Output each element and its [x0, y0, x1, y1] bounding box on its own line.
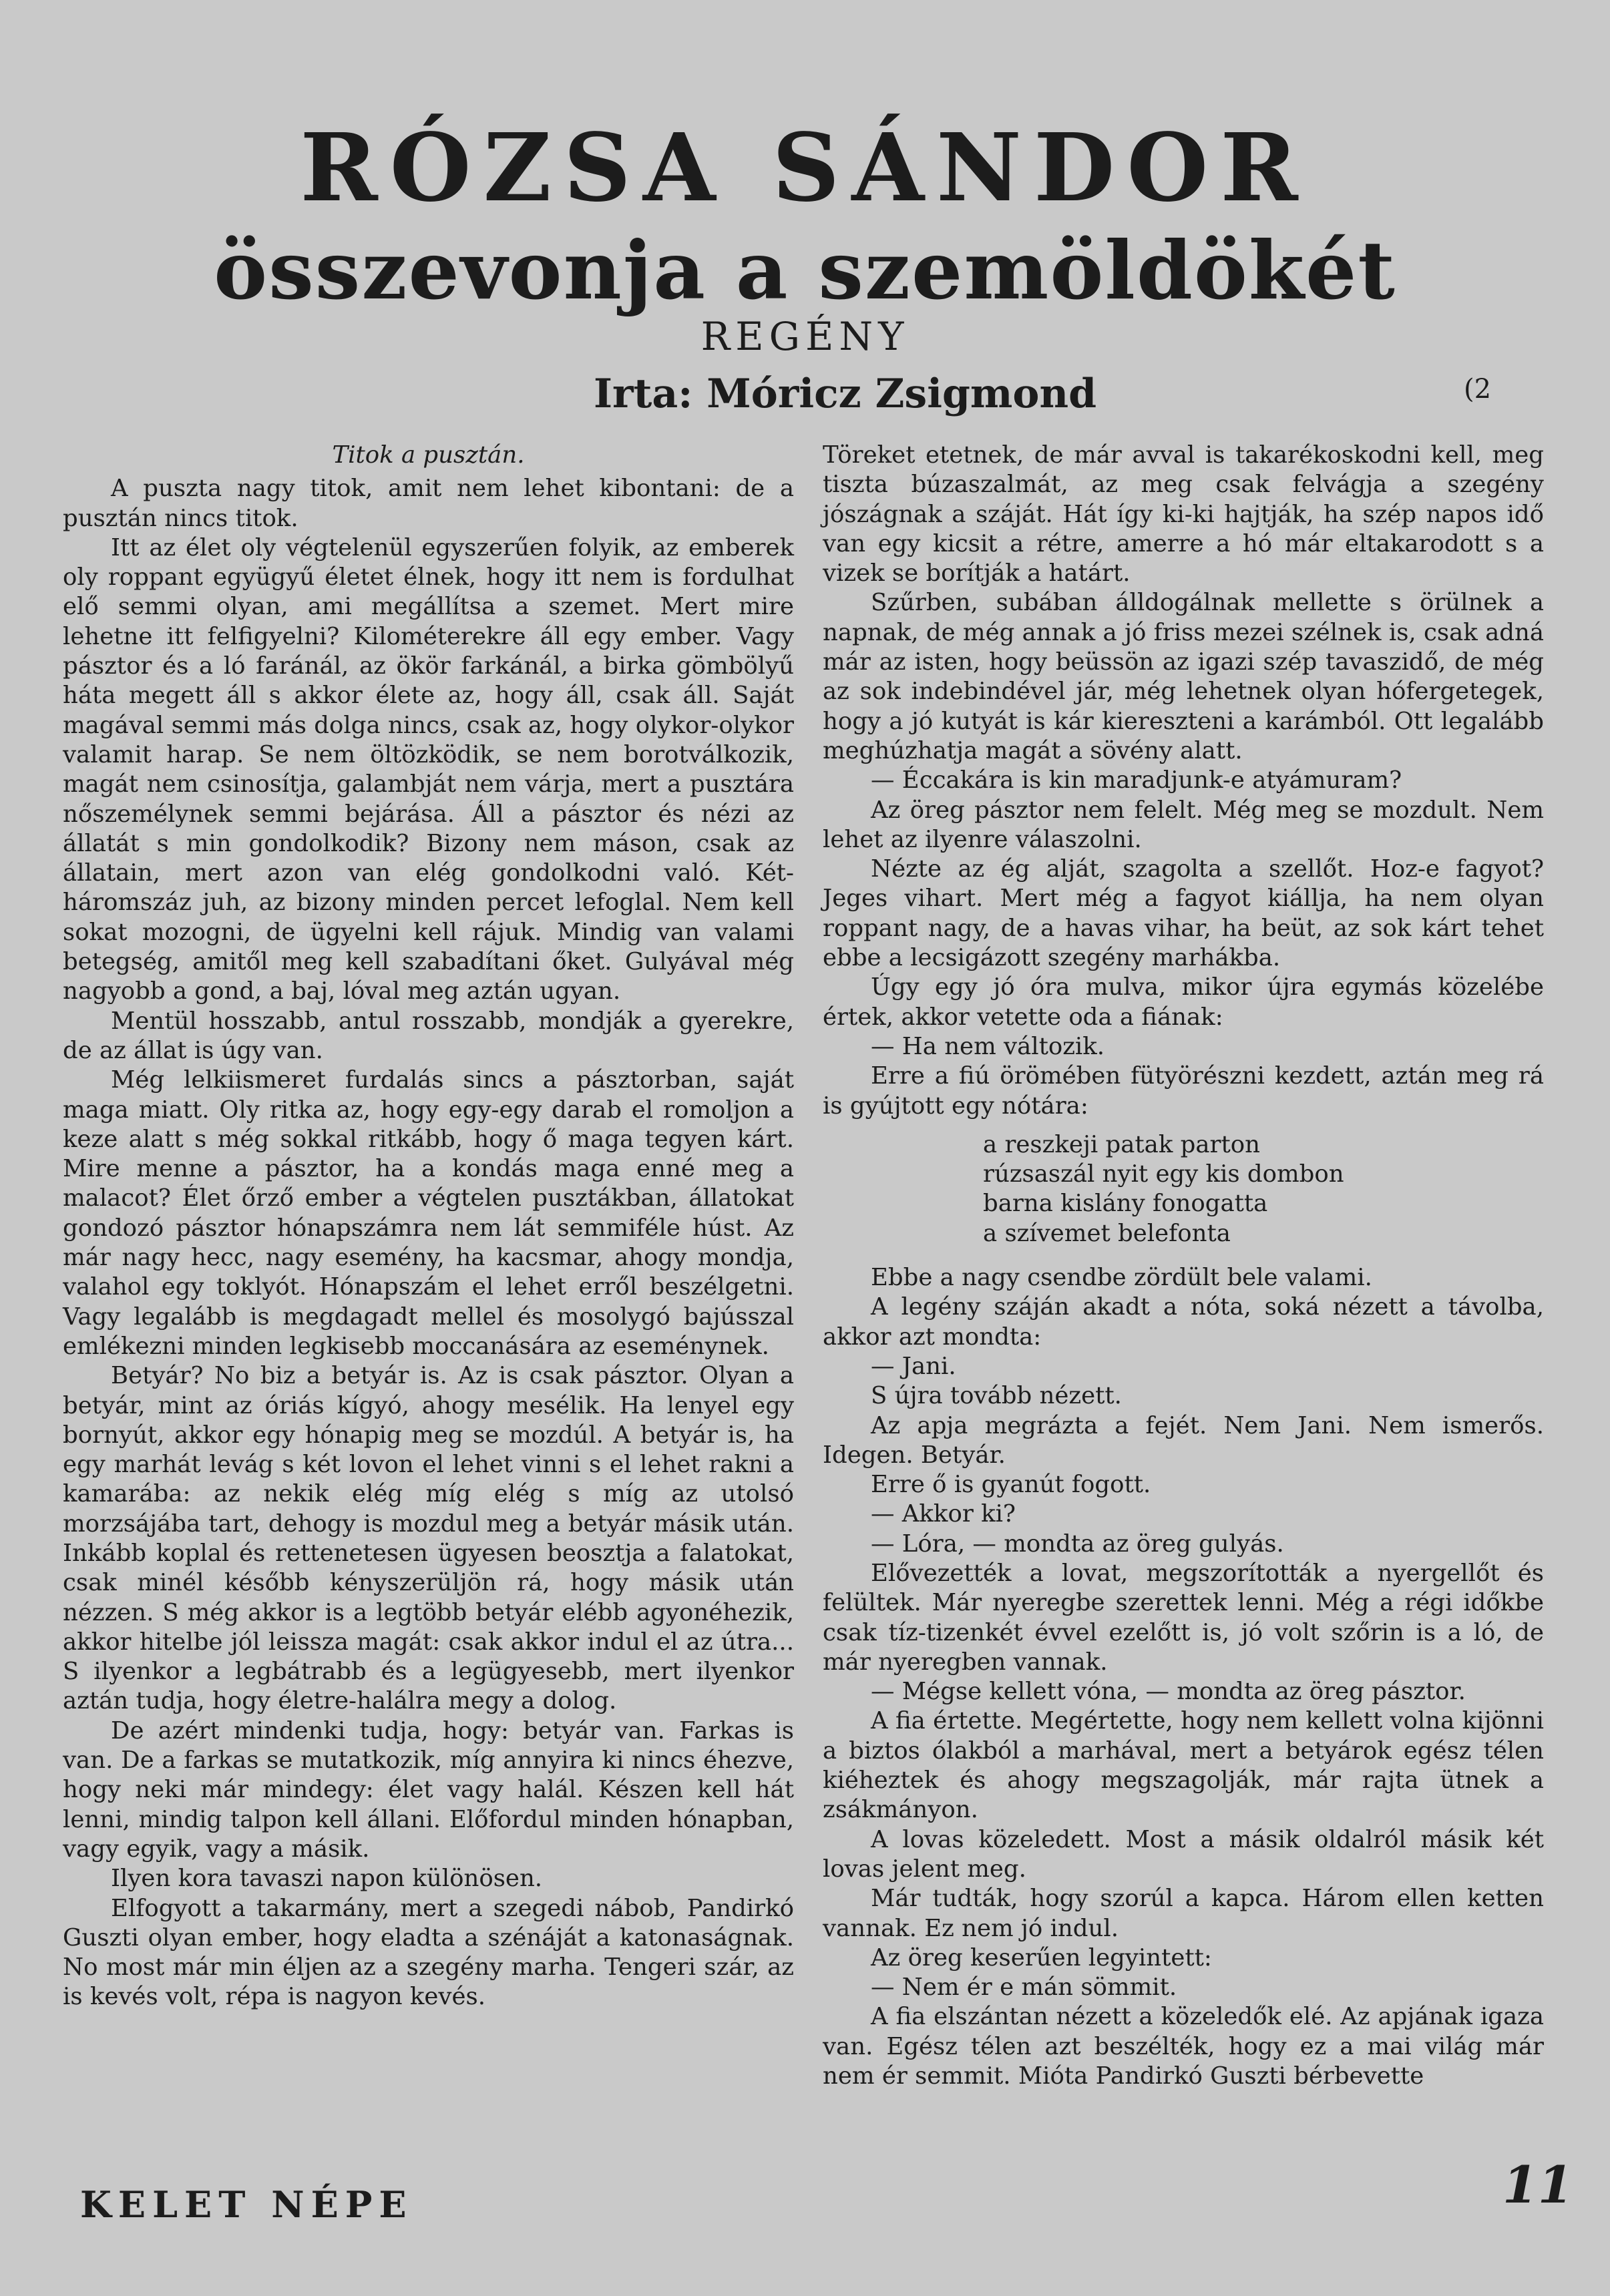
paragraph: S újra tovább nézett.: [871, 1382, 1122, 1410]
paragraph: Ebbe a nagy csendbe zördült bele valami.: [871, 1264, 1372, 1292]
genre-label: REGÉNY: [700, 314, 910, 359]
title-line-2: összevonja a szemöldökét: [214, 224, 1396, 318]
right-column: [823, 441, 1544, 2091]
dialogue-line: — Akkor ki?: [871, 1500, 1016, 1528]
publication-name: KELET NÉPE: [80, 2183, 413, 2226]
paragraph: A lovas közeledett. Most a másik oldalról másik két lovas jelent meg.: [823, 1825, 1544, 1883]
paragraph: Nézte az ég alját, szagolta a szellőt. Hoz-e fagyot? Jeges vihart. Mert még a fagyot kiállja, ha nem olyan roppant nagy, de a havas vihar, ha beüt, az sok kárt tehet ebbe a lecsigázott szegény marhákba.: [823, 855, 1544, 972]
dialogue-line: — Éccakára is kin maradjunk-e atyámuram?: [871, 766, 1402, 794]
left-column: [63, 441, 794, 2012]
paragraph: Az apja megrázta a fejét. Nem Jani. Nem ismerős. Idegen. Betyár.: [823, 1411, 1544, 1469]
dialogue-line: — Mégse kellett vóna, — mondta az öreg pásztor.: [871, 1678, 1466, 1706]
paragraph: Még lelkiismeret furdalás sincs a pásztorban, saját maga miatt. Oly ritka az, hogy egy-egy darab el romoljon a keze alatt s még sokkal ritkább, hogy ő maga tegyen kárt. Mire menne a pásztor, ha a kondás maga enné meg a malacot? Élet őrző ember a végtelen pusztákban, állatokat gondozó pásztor hónapszámra nem lát semmiféle húst. Az már nagy hecc, nagy esemény, ha kacsmar, ahogy mondja, valahol egy toklyót. Hónapszám el lehet erről beszélgetni. Vagy legalább is megdagadt mellel és mosolygó bajússzal emlékezni minden legkisebb moccanására az eseménynek.: [63, 1066, 794, 1360]
verse-line: rúzsaszál nyit egy kis dombon: [983, 1160, 1344, 1188]
paragraph: A legény száján akadt a nóta, soká nézett a távolba, akkor azt mondta:: [823, 1293, 1544, 1351]
paragraph: Ilyen kora tavaszi napon különösen.: [111, 1865, 543, 1893]
paragraph: Az öreg keserűen legyintett:: [871, 1943, 1212, 1972]
paragraph: Elővezették a lovat, megszorították a nyergellőt és felültek. Már nyeregbe szerettek lenni. Még a régi időkbe csak tíz-tizenkét évvel ezelőtt is, jó volt szőrin is a ló, de már nyeregben vannak.: [823, 1559, 1544, 1676]
installment-number: (2: [1464, 374, 1492, 405]
paragraph: De azért mindenki tudja, hogy: betyár van. Farkas is van. De a farkas se mutatkozik, míg annyira ki nincs éhezve, hogy neki már mindegy: élet vagy halál. Készen kell hát lenni, mindig talpon kell állani. Előfordul minden hónapban, vagy egyik, vagy a másik.: [63, 1716, 794, 1863]
paragraph: A puszta nagy titok, amit nem lehet kibontani: de a pusztán nincs titok.: [63, 475, 794, 532]
paragraph: Itt az élet oly végtelenül egyszerűen folyik, az emberek oly roppant együgyű életet élnek, hogy itt nem is fordulhat elő semmi olyan, ami megállítsa a szemet. Mert mire lehetne itt felfigyelni? Kilométerekre áll egy ember. Vagy pásztor és a ló faránál, az ökör farkánál, a birka gömbölyű háta megett áll s akkor élete az, hogy áll, csak áll. Saját magával semmi más dolga nincs, csak az, hogy olykor-olykor valamit harap. Se nem öltözködik, se nem borotválkozik, magát nem csinosítja, galambját nem várja, mert a pusztára nőszemélynek semmi bejárása. Áll a pásztor és nézi az állatát s min gondolkodik? Bizony nem máson, csak az állatain, mert azon van elég gondolkodni való. Két-háromszáz juh, az bizony minden percet lefoglal. Nem kell sokat mozogni, de ügyelni kell rájuk. Mindig van valami betegség, amitől meg kell szabadítani őket. Gulyával még nagyobb a gond, a baj, lóval meg aztán ugyan.: [63, 533, 794, 1005]
paragraph: A fia elszántan nézett a közeledők elé. Az apjának igaza van. Egész télen azt beszélték, hogy ez a mai világ már nem ér semmit. Mióta Pandirkó Guszti bérbevette: [823, 2003, 1544, 2090]
dialogue-line: — Jani.: [871, 1352, 956, 1380]
paragraph: Erre ő is gyanút fogott.: [871, 1471, 1151, 1499]
paragraph: Mentül hosszabb, antul rosszabb, mondják a gyerekre, de az állat is úgy van.: [63, 1007, 794, 1064]
song-verse: [983, 1130, 1544, 1248]
verse-line: barna kislány fonogatta: [983, 1190, 1268, 1218]
verse-line: a reszkeji patak parton: [983, 1130, 1260, 1158]
verse-line: a szívemet belefonta: [983, 1219, 1231, 1247]
paragraph: Szűrben, subában álldogálnak mellette s örülnek a napnak, de még annak a jó friss mezei szélnek is, csak adná már az isten, hogy beüssön az igazi szép tavaszidő, de még az sok indebindével jár, még lehetnek olyan hófergetegek, hogy a jó kutyát is kár kiereszteni a karámból. Ott legalább meghúzhatja magát a sövény alatt.: [823, 589, 1544, 764]
paragraph: Már tudták, hogy szorúl a kapca. Három ellen ketten vannak. Ez nem jó indul.: [823, 1885, 1544, 1942]
page-number: 11: [1502, 2155, 1573, 2215]
paragraph: Erre a fiú örömében fütyörészni kezdett, aztán meg rá is gyújtott egy nótára:: [823, 1062, 1544, 1120]
paragraph: Az öreg pásztor nem felelt. Még meg se mozdult. Nem lehet az ilyenre válaszolni.: [823, 796, 1544, 853]
paragraph: Úgy egy jó óra mulva, mikor újra egymás közelébe értek, akkor vetette oda a fiának:: [823, 973, 1544, 1031]
paragraph: A fia értette. Megértette, hogy nem kellett volna kijönni a biztos ólakból a marhával, mert a betyárok egész télen kiéheztek és ahogy megszagolják, már rajta ütnek a zsákmányon.: [823, 1707, 1544, 1824]
paragraph: Elfogyott a takarmány, mert a szegedi nábob, Pandirkó Guszti olyan ember, hogy eladta a szénáját a katonaságnak. No most már min éljen az a szegény marha. Tengeri szár, az is kevés volt, répa is nagyon kevés.: [63, 1894, 794, 2011]
title-line-1: RÓZSA SÁNDOR: [300, 113, 1310, 223]
section-subtitle: Titok a pusztán.: [332, 441, 525, 469]
dialogue-line: — Ha nem változik.: [871, 1032, 1105, 1060]
dialogue-line: — Nem ér e mán sömmit.: [871, 1974, 1177, 2002]
paragraph: Betyár? No biz a betyár is. Az is csak pásztor. Olyan a betyár, mint az óriás kígyó, ahogy mesélik. Ha lenyel egy bornyút, akkor egy hónapig meg se mozdúl. A betyár is, ha egy marhát levág s két lovon el lehet vinni s el lehet rakni a kamarába: az nekik elég míg elég s míg az utolsó morzsájába tart, dehogy is mozdul meg a betyár másik után. Inkább koplal és rettenetesen ügyesen beosztja a falatokat, csak minél később kényszerüljön rá, hogy másik után nézzen. S még akkor is a legtöbb betyár elébb agyonéhezik, akkor hitelbe jól leissza magát: csak akkor indul el az útra... S ilyenkor a legbátrabb és a legügyesebb, mert ilyenkor aztán tudja, hogy életre-halálra megy a dolog.: [63, 1362, 794, 1715]
author-byline: Irta: Móricz Zsigmond: [593, 371, 1097, 417]
paragraph: Töreket etetnek, de már avval is takarékoskodni kell, meg tiszta búzaszalmát, az meg csak felvágja a szegény jószágnak a száját. Hát így ki-ki hajtják, ha szép napos idő van egy kicsit a rétre, amerre a hó már eltakarodott s a vizek se borítják a határt.: [823, 441, 1544, 588]
dialogue-line: — Lóra, — mondta az öreg gulyás.: [871, 1530, 1284, 1558]
